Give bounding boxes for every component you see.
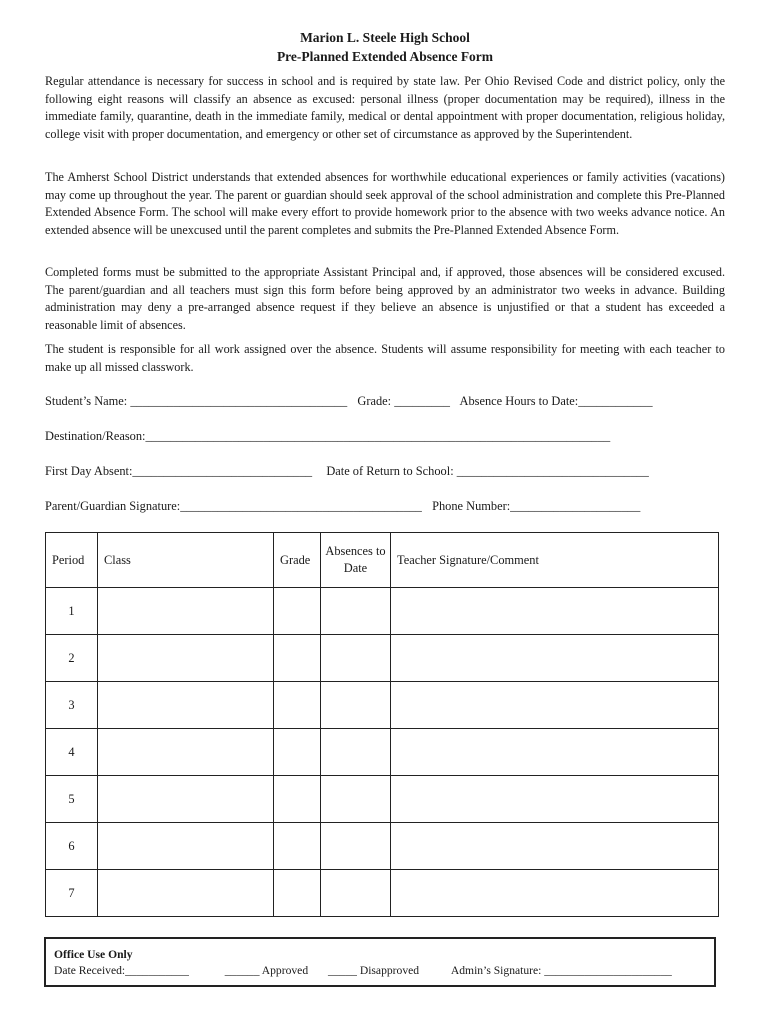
period-number: 1 bbox=[46, 588, 98, 635]
destination-row bbox=[45, 429, 725, 444]
col-header-teacher-signature: Teacher Signature/Comment bbox=[391, 533, 719, 588]
class-cell[interactable] bbox=[98, 588, 274, 635]
class-cell[interactable] bbox=[98, 729, 274, 776]
responsibility-paragraph: The student is responsible for all work assigned over the absence. Students will assume responsibility for meeting with each teacher to make up all missed classwork. bbox=[45, 342, 725, 374]
grade-cell[interactable] bbox=[274, 870, 321, 917]
absence-hours-field[interactable]: Absence Hours to Date:____________ bbox=[459, 394, 653, 408]
form-title: Pre-Planned Extended Absence Form bbox=[276, 49, 494, 64]
col-header-absences: Absences to Date bbox=[321, 533, 391, 588]
grade-cell[interactable] bbox=[274, 588, 321, 635]
class-cell[interactable] bbox=[98, 823, 274, 870]
period-number: 2 bbox=[46, 635, 98, 682]
grade-cell[interactable] bbox=[274, 823, 321, 870]
teacher-signature-cell[interactable] bbox=[391, 635, 719, 682]
period-signature-table bbox=[45, 532, 719, 917]
phone-number-field[interactable]: Phone Number:_____________________ bbox=[432, 499, 641, 513]
office-use-row bbox=[54, 964, 672, 977]
class-cell[interactable] bbox=[98, 635, 274, 682]
admin-signature-field[interactable]: Admin’s Signature: ______________________ bbox=[450, 964, 672, 977]
parent-signature-field[interactable]: Parent/Guardian Signature:_______________________________________ bbox=[45, 499, 422, 513]
table-row bbox=[46, 870, 719, 917]
grade-cell[interactable] bbox=[274, 682, 321, 729]
submission-paragraph: Completed forms must be submitted to the appropriate Assistant Principal and, if approved, those absences will be considered excused. The parent/guardian and all teachers must sign this form before being approved by an administrator two weeks in advance. Building administration may deny a pre-arranged absence request if they believe an absence is unjustified or that a student has exceeded a reasonable limit of absences. bbox=[45, 265, 725, 332]
destination-reason-field[interactable]: Destination/Reason:___________________________________________________________________________ bbox=[45, 429, 611, 443]
first-day-absent-field[interactable]: First Day Absent:_____________________________ bbox=[45, 464, 313, 478]
class-cell[interactable] bbox=[98, 682, 274, 729]
approved-field[interactable]: ______ Approved bbox=[224, 964, 309, 977]
teacher-signature-cell[interactable] bbox=[391, 682, 719, 729]
table-row bbox=[46, 682, 719, 729]
table-row bbox=[46, 776, 719, 823]
office-use-title: Office Use Only bbox=[54, 948, 133, 961]
period-number: 5 bbox=[46, 776, 98, 823]
teacher-signature-cell[interactable] bbox=[391, 776, 719, 823]
class-cell[interactable] bbox=[98, 776, 274, 823]
period-number: 4 bbox=[46, 729, 98, 776]
absences-cell[interactable] bbox=[321, 729, 391, 776]
student-info-row bbox=[45, 394, 725, 409]
table-header-row bbox=[46, 533, 719, 588]
table-row bbox=[46, 588, 719, 635]
teacher-signature-cell[interactable] bbox=[391, 823, 719, 870]
teacher-signature-cell[interactable] bbox=[391, 870, 719, 917]
student-name-field[interactable]: Student’s Name: ___________________________________ bbox=[45, 394, 348, 408]
grade-cell[interactable] bbox=[274, 776, 321, 823]
absences-cell[interactable] bbox=[321, 635, 391, 682]
school-name: Marion L. Steele High School bbox=[300, 30, 470, 45]
absences-cell[interactable] bbox=[321, 682, 391, 729]
table-row bbox=[46, 635, 719, 682]
date-received-field[interactable]: Date Received:___________ bbox=[54, 964, 189, 977]
grade-cell[interactable] bbox=[274, 729, 321, 776]
grade-field[interactable]: Grade: _________ bbox=[357, 394, 450, 408]
teacher-signature-cell[interactable] bbox=[391, 729, 719, 776]
extended-absence-paragraph: The Amherst School District understands that extended absences for worthwhile educational experiences or family activities (vacations) may come up throughout the year. The parent or guardian should seek approval of the school administration and complete this Pre-Planned Extended Absence Form. The school will make every effort to provide homework prior to the absence with two weeks advance notice. An extended absence will be unexcused until the parent completes and submits the Pre-Planned Extended Absence Form. bbox=[45, 170, 725, 237]
col-header-grade: Grade bbox=[274, 533, 321, 588]
office-use-box bbox=[44, 937, 716, 987]
period-number: 7 bbox=[46, 870, 98, 917]
absences-cell[interactable] bbox=[321, 588, 391, 635]
dates-row bbox=[45, 464, 725, 479]
table-row bbox=[46, 823, 719, 870]
teacher-signature-cell[interactable] bbox=[391, 588, 719, 635]
attendance-policy-paragraph: Regular attendance is necessary for success in school and is required by state law. Per Ohio Revised Code and district policy, only the following eight reasons will classify an absence as excused: personal illness (proper documentation may be required), illness in the immediate family, quarantine, death in the immediate family, medical or dental appointment with proper documentation, religious holiday, college visit with proper documentation, and emergency or other set of circumstance as approved by the Superintendent. bbox=[45, 74, 725, 141]
absences-cell[interactable] bbox=[321, 823, 391, 870]
col-header-class: Class bbox=[98, 533, 274, 588]
return-date-field[interactable]: Date of Return to School: _______________________________ bbox=[326, 464, 649, 478]
period-number: 3 bbox=[46, 682, 98, 729]
period-number: 6 bbox=[46, 823, 98, 870]
disapproved-field[interactable]: _____ Disapproved bbox=[327, 964, 420, 977]
absences-cell[interactable] bbox=[321, 870, 391, 917]
signature-row bbox=[45, 499, 725, 514]
col-header-period: Period bbox=[46, 533, 98, 588]
absences-cell[interactable] bbox=[321, 776, 391, 823]
grade-cell[interactable] bbox=[274, 635, 321, 682]
table-row bbox=[46, 729, 719, 776]
class-cell[interactable] bbox=[98, 870, 274, 917]
